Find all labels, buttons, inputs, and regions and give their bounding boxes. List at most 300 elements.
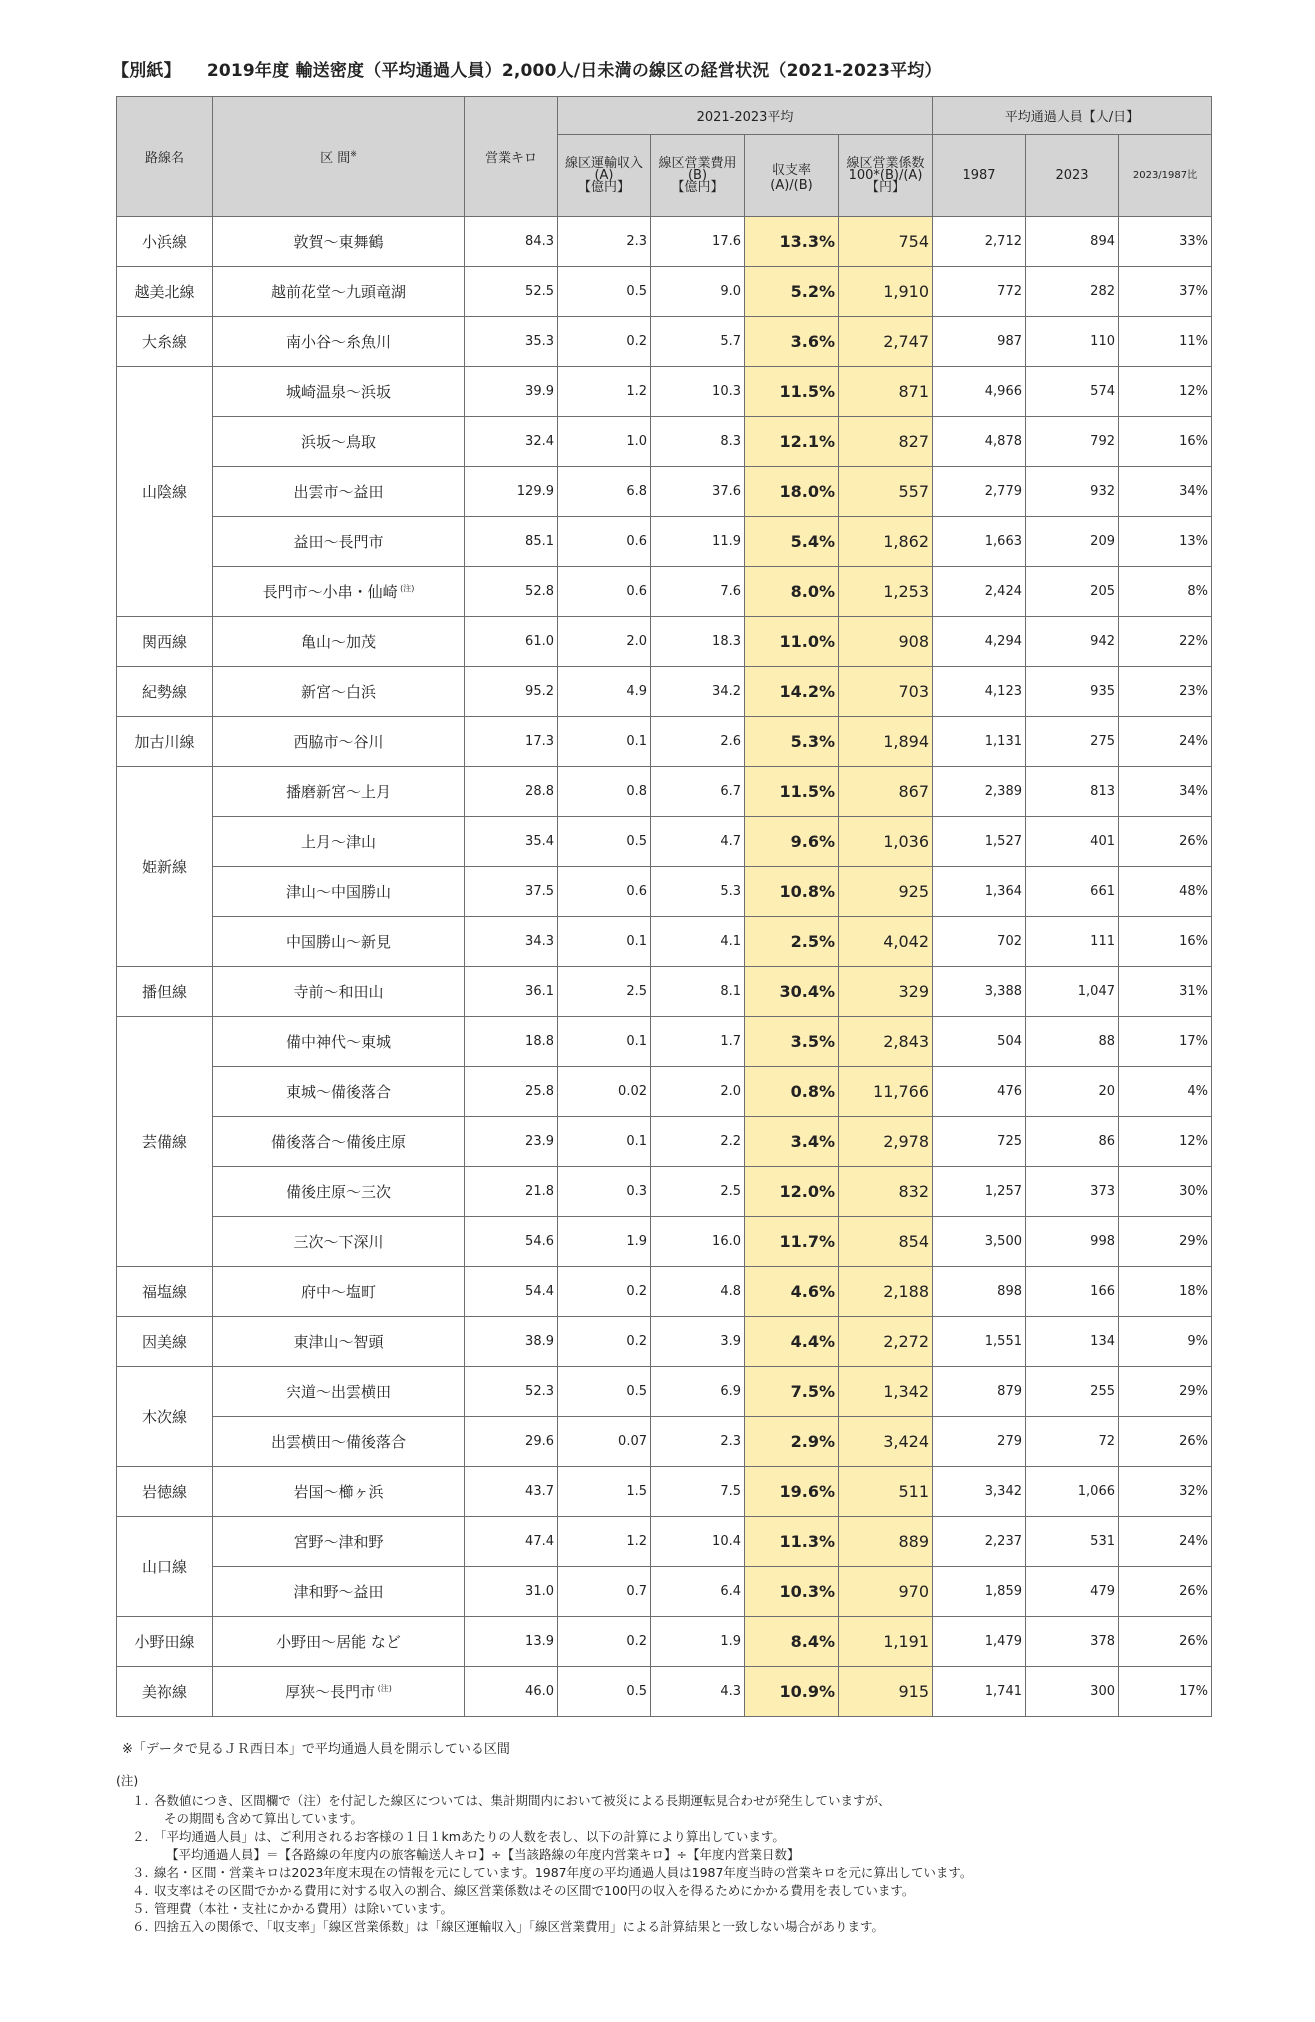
section-cell: 西脇市～谷川 bbox=[213, 717, 465, 767]
passengers-1987-cell: 725 bbox=[933, 1117, 1026, 1167]
line-name-cell: 美祢線 bbox=[117, 1667, 213, 1717]
note-text: 管理費（本社・支社にかかる費用）は除いています。 bbox=[154, 1901, 454, 1916]
cost-cell: 16.0 bbox=[651, 1217, 745, 1267]
ratio-cell: 5.3% bbox=[745, 717, 839, 767]
km-cell: 85.1 bbox=[465, 517, 558, 567]
table-row bbox=[117, 217, 1212, 267]
section-cell: 出雲市～益田 bbox=[213, 467, 465, 517]
section-cell: 播磨新宮～上月 bbox=[213, 767, 465, 817]
passenger-ratio-cell: 48% bbox=[1119, 867, 1212, 917]
passengers-2023-cell: 1,047 bbox=[1026, 967, 1119, 1017]
cost-cell: 7.6 bbox=[651, 567, 745, 617]
coef-cell: 1,253 bbox=[839, 567, 933, 617]
passenger-ratio-cell: 30% bbox=[1119, 1167, 1212, 1217]
cost-cell: 2.0 bbox=[651, 1067, 745, 1117]
header-ratio-years: 2023/1987比 bbox=[1119, 135, 1212, 217]
cost-cell: 4.3 bbox=[651, 1667, 745, 1717]
table-row bbox=[117, 817, 1212, 867]
passengers-1987-cell: 3,388 bbox=[933, 967, 1026, 1017]
table-row bbox=[117, 1317, 1212, 1367]
km-cell: 23.9 bbox=[465, 1117, 558, 1167]
header-section: 区 間※ bbox=[213, 97, 465, 217]
passenger-ratio-cell: 16% bbox=[1119, 917, 1212, 967]
revenue-cell: 0.2 bbox=[558, 317, 651, 367]
coef-cell: 2,188 bbox=[839, 1267, 933, 1317]
section-cell: 南小谷～糸魚川 bbox=[213, 317, 465, 367]
cost-cell: 8.3 bbox=[651, 417, 745, 467]
section-cell: 中国勝山～新見 bbox=[213, 917, 465, 967]
ratio-cell: 10.9% bbox=[745, 1667, 839, 1717]
passengers-1987-cell: 702 bbox=[933, 917, 1026, 967]
passengers-2023-cell: 110 bbox=[1026, 317, 1119, 367]
ratio-cell: 11.7% bbox=[745, 1217, 839, 1267]
revenue-cell: 0.2 bbox=[558, 1267, 651, 1317]
line-name-cell: 小浜線 bbox=[117, 217, 213, 267]
revenue-cell: 0.02 bbox=[558, 1067, 651, 1117]
coef-cell: 557 bbox=[839, 467, 933, 517]
passengers-1987-cell: 4,966 bbox=[933, 367, 1026, 417]
revenue-cell: 0.07 bbox=[558, 1417, 651, 1467]
section-cell: 宮野～津和野 bbox=[213, 1517, 465, 1567]
cost-cell: 4.7 bbox=[651, 817, 745, 867]
title-main: 2019年度 輸送密度（平均通過人員）2,000人/日未満の線区の経営状況（2021-2023平均） bbox=[206, 61, 942, 81]
section-cell: 益田～長門市 bbox=[213, 517, 465, 567]
line-name-cell: 岩徳線 bbox=[117, 1467, 213, 1517]
note-text: 収支率はその区間でかかる費用に対する収入の割合、線区営業係数はその区間で100円の収入を得るためにかかる費用を表しています。 bbox=[154, 1883, 915, 1898]
table-row bbox=[117, 1517, 1212, 1567]
revenue-cell: 0.5 bbox=[558, 817, 651, 867]
coef-cell: 511 bbox=[839, 1467, 933, 1517]
km-cell: 95.2 bbox=[465, 667, 558, 717]
passengers-1987-cell: 898 bbox=[933, 1267, 1026, 1317]
revenue-cell: 0.2 bbox=[558, 1617, 651, 1667]
note-number: ５. bbox=[132, 1901, 149, 1916]
note-text: 各数値につき、区間欄で（注）を付記した線区については、集計期間内において被災による長期運転見合わせが発生していますが、 bbox=[154, 1793, 891, 1808]
line-name-cell: 因美線 bbox=[117, 1317, 213, 1367]
cost-cell: 2.3 bbox=[651, 1417, 745, 1467]
revenue-cell: 1.0 bbox=[558, 417, 651, 467]
passengers-1987-cell: 2,779 bbox=[933, 467, 1026, 517]
table-row bbox=[117, 967, 1212, 1017]
cost-cell: 2.2 bbox=[651, 1117, 745, 1167]
line-name-cell: 播但線 bbox=[117, 967, 213, 1017]
header-ratio: 収支率 (A)/(B) bbox=[745, 135, 839, 217]
passengers-2023-cell: 282 bbox=[1026, 267, 1119, 317]
cost-cell: 2.5 bbox=[651, 1167, 745, 1217]
coef-cell: 1,862 bbox=[839, 517, 933, 567]
header-passenger-group: 平均通過人員【人/日】 bbox=[933, 97, 1212, 135]
note-number: ３. bbox=[132, 1865, 149, 1880]
section-cell: 備後庄原～三次 bbox=[213, 1167, 465, 1217]
passengers-1987-cell: 1,364 bbox=[933, 867, 1026, 917]
note-mark: (注) bbox=[375, 1684, 392, 1693]
cost-cell: 11.9 bbox=[651, 517, 745, 567]
line-name-cell: 山口線 bbox=[117, 1517, 213, 1617]
note-item bbox=[116, 1882, 972, 1900]
section-cell: 三次～下深川 bbox=[213, 1217, 465, 1267]
section-cell: 厚狭～長門市 $^{(注)}$ bbox=[213, 1667, 465, 1717]
cost-cell: 37.6 bbox=[651, 467, 745, 517]
passengers-1987-cell: 1,257 bbox=[933, 1167, 1026, 1217]
passengers-2023-cell: 813 bbox=[1026, 767, 1119, 817]
cost-cell: 6.7 bbox=[651, 767, 745, 817]
title-bracket: 【別紙】 bbox=[112, 61, 181, 81]
passengers-2023-cell: 72 bbox=[1026, 1417, 1119, 1467]
note-number: ６. bbox=[132, 1919, 149, 1934]
cost-cell: 1.7 bbox=[651, 1017, 745, 1067]
revenue-cell: 1.5 bbox=[558, 1467, 651, 1517]
revenue-cell: 0.6 bbox=[558, 517, 651, 567]
passengers-1987-cell: 2,237 bbox=[933, 1517, 1026, 1567]
passenger-ratio-cell: 9% bbox=[1119, 1317, 1212, 1367]
km-cell: 13.9 bbox=[465, 1617, 558, 1667]
passengers-2023-cell: 935 bbox=[1026, 667, 1119, 717]
header-avg-group: 2021-2023平均 bbox=[558, 97, 933, 135]
passengers-2023-cell: 792 bbox=[1026, 417, 1119, 467]
cost-cell: 4.1 bbox=[651, 917, 745, 967]
line-name-cell: 山陰線 bbox=[117, 367, 213, 617]
table-row bbox=[117, 267, 1212, 317]
coef-cell: 915 bbox=[839, 1667, 933, 1717]
passengers-1987-cell: 4,123 bbox=[933, 667, 1026, 717]
table-row bbox=[117, 1417, 1212, 1467]
passengers-2023-cell: 894 bbox=[1026, 217, 1119, 267]
note-continuation: その期間も含めて算出しています。 bbox=[164, 1811, 364, 1826]
passengers-2023-cell: 998 bbox=[1026, 1217, 1119, 1267]
passenger-ratio-cell: 23% bbox=[1119, 667, 1212, 717]
km-cell: 54.4 bbox=[465, 1267, 558, 1317]
km-cell: 17.3 bbox=[465, 717, 558, 767]
section-cell: 備中神代～東城 bbox=[213, 1017, 465, 1067]
section-cell: 長門市～小串・仙崎 $^{(注)}$ bbox=[213, 567, 465, 617]
coef-cell: 2,747 bbox=[839, 317, 933, 367]
passenger-ratio-cell: 26% bbox=[1119, 1417, 1212, 1467]
revenue-cell: 0.1 bbox=[558, 717, 651, 767]
table-row bbox=[117, 1167, 1212, 1217]
note-number: １. bbox=[132, 1793, 149, 1808]
cost-cell: 18.3 bbox=[651, 617, 745, 667]
ratio-cell: 12.1% bbox=[745, 417, 839, 467]
passenger-ratio-cell: 29% bbox=[1119, 1367, 1212, 1417]
notes bbox=[116, 1772, 972, 1936]
header-line: 路線名 bbox=[117, 97, 213, 217]
cost-cell: 10.4 bbox=[651, 1517, 745, 1567]
table-row bbox=[117, 717, 1212, 767]
note-continuation: 【平均通過人員】＝【各路線の年度内の旅客輸送人キロ】÷【当該路線の年度内営業キロ】÷【年度内営業日数】 bbox=[166, 1847, 800, 1862]
passengers-2023-cell: 20 bbox=[1026, 1067, 1119, 1117]
ratio-cell: 2.5% bbox=[745, 917, 839, 967]
passengers-1987-cell: 279 bbox=[933, 1417, 1026, 1467]
ratio-cell: 19.6% bbox=[745, 1467, 839, 1517]
ratio-cell: 12.0% bbox=[745, 1167, 839, 1217]
cost-cell: 5.3 bbox=[651, 867, 745, 917]
passengers-2023-cell: 378 bbox=[1026, 1617, 1119, 1667]
ratio-cell: 2.9% bbox=[745, 1417, 839, 1467]
passengers-1987-cell: 2,424 bbox=[933, 567, 1026, 617]
passengers-1987-cell: 772 bbox=[933, 267, 1026, 317]
passenger-ratio-cell: 17% bbox=[1119, 1017, 1212, 1067]
cost-cell: 8.1 bbox=[651, 967, 745, 1017]
table-row bbox=[117, 767, 1212, 817]
section-cell: 敦賀～東舞鶴 bbox=[213, 217, 465, 267]
passenger-ratio-cell: 11% bbox=[1119, 317, 1212, 367]
table-row bbox=[117, 867, 1212, 917]
coef-cell: 1,036 bbox=[839, 817, 933, 867]
table-row bbox=[117, 617, 1212, 667]
passengers-1987-cell: 4,878 bbox=[933, 417, 1026, 467]
passengers-1987-cell: 1,479 bbox=[933, 1617, 1026, 1667]
ratio-cell: 5.4% bbox=[745, 517, 839, 567]
passenger-ratio-cell: 33% bbox=[1119, 217, 1212, 267]
km-cell: 35.3 bbox=[465, 317, 558, 367]
table-row bbox=[117, 567, 1212, 617]
km-cell: 52.5 bbox=[465, 267, 558, 317]
coef-cell: 889 bbox=[839, 1517, 933, 1567]
cost-cell: 10.3 bbox=[651, 367, 745, 417]
passengers-2023-cell: 932 bbox=[1026, 467, 1119, 517]
passengers-2023-cell: 166 bbox=[1026, 1267, 1119, 1317]
cost-cell: 4.8 bbox=[651, 1267, 745, 1317]
section-cell: 小野田～居能 など bbox=[213, 1617, 465, 1667]
line-name-cell: 姫新線 bbox=[117, 767, 213, 967]
passengers-2023-cell: 574 bbox=[1026, 367, 1119, 417]
line-name-cell: 木次線 bbox=[117, 1367, 213, 1467]
table-row bbox=[117, 1067, 1212, 1117]
passenger-ratio-cell: 24% bbox=[1119, 1517, 1212, 1567]
coef-cell: 854 bbox=[839, 1217, 933, 1267]
km-cell: 46.0 bbox=[465, 1667, 558, 1717]
table-row bbox=[117, 1017, 1212, 1067]
passenger-ratio-cell: 17% bbox=[1119, 1667, 1212, 1717]
coef-cell: 1,894 bbox=[839, 717, 933, 767]
cost-cell: 5.7 bbox=[651, 317, 745, 367]
ratio-cell: 11.3% bbox=[745, 1517, 839, 1567]
coef-cell: 867 bbox=[839, 767, 933, 817]
table-row bbox=[117, 667, 1212, 717]
footnote: ※「データで見るＪＲ西日本」で平均通過人員を開示している区間 bbox=[122, 1742, 510, 1757]
km-cell: 47.4 bbox=[465, 1517, 558, 1567]
line-name-cell: 紀勢線 bbox=[117, 667, 213, 717]
km-cell: 28.8 bbox=[465, 767, 558, 817]
note-text: 線名・区間・営業キロは2023年度末現在の情報を元にしています。1987年度の平均通過人員は1987年度当時の営業キロを元に算出しています。 bbox=[154, 1865, 973, 1880]
ratio-cell: 14.2% bbox=[745, 667, 839, 717]
table-body bbox=[117, 217, 1212, 1717]
ratio-cell: 13.3% bbox=[745, 217, 839, 267]
km-cell: 36.1 bbox=[465, 967, 558, 1017]
coef-cell: 2,843 bbox=[839, 1017, 933, 1067]
passenger-ratio-cell: 12% bbox=[1119, 367, 1212, 417]
coef-cell: 1,910 bbox=[839, 267, 933, 317]
revenue-cell: 4.9 bbox=[558, 667, 651, 717]
km-cell: 54.6 bbox=[465, 1217, 558, 1267]
km-cell: 29.6 bbox=[465, 1417, 558, 1467]
coef-cell: 754 bbox=[839, 217, 933, 267]
coef-cell: 908 bbox=[839, 617, 933, 667]
table-row bbox=[117, 1117, 1212, 1167]
section-cell: 浜坂～鳥取 bbox=[213, 417, 465, 467]
revenue-cell: 0.6 bbox=[558, 567, 651, 617]
passengers-1987-cell: 3,342 bbox=[933, 1467, 1026, 1517]
header-coef: 線区営業係数 100*(B)/(A) 【円】 bbox=[839, 135, 933, 217]
revenue-cell: 0.7 bbox=[558, 1567, 651, 1617]
ratio-cell: 3.6% bbox=[745, 317, 839, 367]
table-row bbox=[117, 417, 1212, 467]
passengers-2023-cell: 205 bbox=[1026, 567, 1119, 617]
passengers-2023-cell: 88 bbox=[1026, 1017, 1119, 1067]
revenue-cell: 0.1 bbox=[558, 917, 651, 967]
revenue-cell: 1.2 bbox=[558, 1517, 651, 1567]
cost-cell: 9.0 bbox=[651, 267, 745, 317]
section-cell: 城崎温泉～浜坂 bbox=[213, 367, 465, 417]
ratio-cell: 3.4% bbox=[745, 1117, 839, 1167]
ratio-cell: 30.4% bbox=[745, 967, 839, 1017]
passengers-1987-cell: 1,663 bbox=[933, 517, 1026, 567]
section-cell: 亀山～加茂 bbox=[213, 617, 465, 667]
km-cell: 35.4 bbox=[465, 817, 558, 867]
revenue-cell: 1.9 bbox=[558, 1217, 651, 1267]
passenger-ratio-cell: 16% bbox=[1119, 417, 1212, 467]
km-cell: 32.4 bbox=[465, 417, 558, 467]
passenger-ratio-cell: 4% bbox=[1119, 1067, 1212, 1117]
table-row bbox=[117, 467, 1212, 517]
header-cost: 線区営業費用 (B) 【億円】 bbox=[651, 135, 745, 217]
revenue-cell: 0.5 bbox=[558, 1667, 651, 1717]
km-cell: 38.9 bbox=[465, 1317, 558, 1367]
ratio-cell: 11.5% bbox=[745, 367, 839, 417]
note-mark: (注) bbox=[397, 584, 415, 593]
cost-cell: 1.9 bbox=[651, 1617, 745, 1667]
passengers-2023-cell: 373 bbox=[1026, 1167, 1119, 1217]
passenger-ratio-cell: 24% bbox=[1119, 717, 1212, 767]
passengers-1987-cell: 2,712 bbox=[933, 217, 1026, 267]
revenue-cell: 1.2 bbox=[558, 367, 651, 417]
coef-cell: 2,978 bbox=[839, 1117, 933, 1167]
line-name-cell: 大糸線 bbox=[117, 317, 213, 367]
passenger-ratio-cell: 18% bbox=[1119, 1267, 1212, 1317]
passengers-2023-cell: 531 bbox=[1026, 1517, 1119, 1567]
passengers-2023-cell: 1,066 bbox=[1026, 1467, 1119, 1517]
passenger-ratio-cell: 26% bbox=[1119, 1617, 1212, 1667]
revenue-cell: 0.6 bbox=[558, 867, 651, 917]
passenger-ratio-cell: 37% bbox=[1119, 267, 1212, 317]
section-cell: 新宮～白浜 bbox=[213, 667, 465, 717]
ratio-cell: 4.6% bbox=[745, 1267, 839, 1317]
line-name-cell: 関西線 bbox=[117, 617, 213, 667]
note-number: ４. bbox=[132, 1883, 149, 1898]
coef-cell: 827 bbox=[839, 417, 933, 467]
table-row bbox=[117, 367, 1212, 417]
cost-cell: 6.4 bbox=[651, 1567, 745, 1617]
km-cell: 21.8 bbox=[465, 1167, 558, 1217]
revenue-cell: 0.8 bbox=[558, 767, 651, 817]
km-cell: 84.3 bbox=[465, 217, 558, 267]
coef-cell: 1,342 bbox=[839, 1367, 933, 1417]
passenger-ratio-cell: 26% bbox=[1119, 1567, 1212, 1617]
note-text: 「平均通過人員」は、ご利用されるお客様の１日１kmあたりの人数を表し、以下の計算により算出しています。 bbox=[154, 1829, 785, 1844]
coef-cell: 2,272 bbox=[839, 1317, 933, 1367]
passengers-2023-cell: 661 bbox=[1026, 867, 1119, 917]
header-km: 営業キロ bbox=[465, 97, 558, 217]
km-cell: 18.8 bbox=[465, 1017, 558, 1067]
passengers-1987-cell: 3,500 bbox=[933, 1217, 1026, 1267]
cost-cell: 7.5 bbox=[651, 1467, 745, 1517]
km-cell: 37.5 bbox=[465, 867, 558, 917]
passengers-2023-cell: 401 bbox=[1026, 817, 1119, 867]
cost-cell: 6.9 bbox=[651, 1367, 745, 1417]
passengers-2023-cell: 942 bbox=[1026, 617, 1119, 667]
ratio-cell: 18.0% bbox=[745, 467, 839, 517]
ratio-cell: 8.4% bbox=[745, 1617, 839, 1667]
cost-cell: 3.9 bbox=[651, 1317, 745, 1367]
passenger-ratio-cell: 31% bbox=[1119, 967, 1212, 1017]
cost-cell: 34.2 bbox=[651, 667, 745, 717]
passengers-2023-cell: 300 bbox=[1026, 1667, 1119, 1717]
note-item bbox=[116, 1864, 972, 1882]
km-cell: 39.9 bbox=[465, 367, 558, 417]
km-cell: 43.7 bbox=[465, 1467, 558, 1517]
passengers-2023-cell: 209 bbox=[1026, 517, 1119, 567]
coef-cell: 329 bbox=[839, 967, 933, 1017]
revenue-cell: 2.3 bbox=[558, 217, 651, 267]
table-row bbox=[117, 1467, 1212, 1517]
ratio-cell: 0.8% bbox=[745, 1067, 839, 1117]
table-row bbox=[117, 1667, 1212, 1717]
passenger-ratio-cell: 34% bbox=[1119, 467, 1212, 517]
section-cell: 越前花堂～九頭竜湖 bbox=[213, 267, 465, 317]
ratio-cell: 4.4% bbox=[745, 1317, 839, 1367]
header-revenue: 線区運輸収入 (A) 【億円】 bbox=[558, 135, 651, 217]
note-item bbox=[116, 1918, 972, 1936]
ratio-cell: 9.6% bbox=[745, 817, 839, 867]
passengers-2023-cell: 134 bbox=[1026, 1317, 1119, 1367]
note-item bbox=[116, 1792, 972, 1810]
km-cell: 129.9 bbox=[465, 467, 558, 517]
passenger-ratio-cell: 12% bbox=[1119, 1117, 1212, 1167]
section-cell: 津和野～益田 bbox=[213, 1567, 465, 1617]
passengers-1987-cell: 1,859 bbox=[933, 1567, 1026, 1617]
passenger-ratio-cell: 8% bbox=[1119, 567, 1212, 617]
cost-cell: 2.6 bbox=[651, 717, 745, 767]
section-cell: 東津山～智頭 bbox=[213, 1317, 465, 1367]
passengers-1987-cell: 476 bbox=[933, 1067, 1026, 1117]
passengers-1987-cell: 1,551 bbox=[933, 1317, 1026, 1367]
header-1987: 1987 bbox=[933, 135, 1026, 217]
coef-cell: 4,042 bbox=[839, 917, 933, 967]
section-cell: 備後落合～備後庄原 bbox=[213, 1117, 465, 1167]
line-name-cell: 福塩線 bbox=[117, 1267, 213, 1317]
line-name-cell: 小野田線 bbox=[117, 1617, 213, 1667]
passengers-1987-cell: 879 bbox=[933, 1367, 1026, 1417]
revenue-cell: 2.5 bbox=[558, 967, 651, 1017]
line-section-table bbox=[116, 96, 1212, 1717]
section-cell: 出雲横田～備後落合 bbox=[213, 1417, 465, 1467]
ratio-cell: 5.2% bbox=[745, 267, 839, 317]
passengers-2023-cell: 255 bbox=[1026, 1367, 1119, 1417]
ratio-cell: 7.5% bbox=[745, 1367, 839, 1417]
revenue-cell: 2.0 bbox=[558, 617, 651, 667]
notes-head: (注) bbox=[116, 1773, 139, 1788]
passenger-ratio-cell: 22% bbox=[1119, 617, 1212, 667]
section-cell: 津山～中国勝山 bbox=[213, 867, 465, 917]
revenue-cell: 0.1 bbox=[558, 1017, 651, 1067]
coef-cell: 925 bbox=[839, 867, 933, 917]
table-row bbox=[117, 917, 1212, 967]
table-row bbox=[117, 517, 1212, 567]
revenue-cell: 0.5 bbox=[558, 267, 651, 317]
passengers-2023-cell: 479 bbox=[1026, 1567, 1119, 1617]
passengers-1987-cell: 1,131 bbox=[933, 717, 1026, 767]
table-row bbox=[117, 1267, 1212, 1317]
